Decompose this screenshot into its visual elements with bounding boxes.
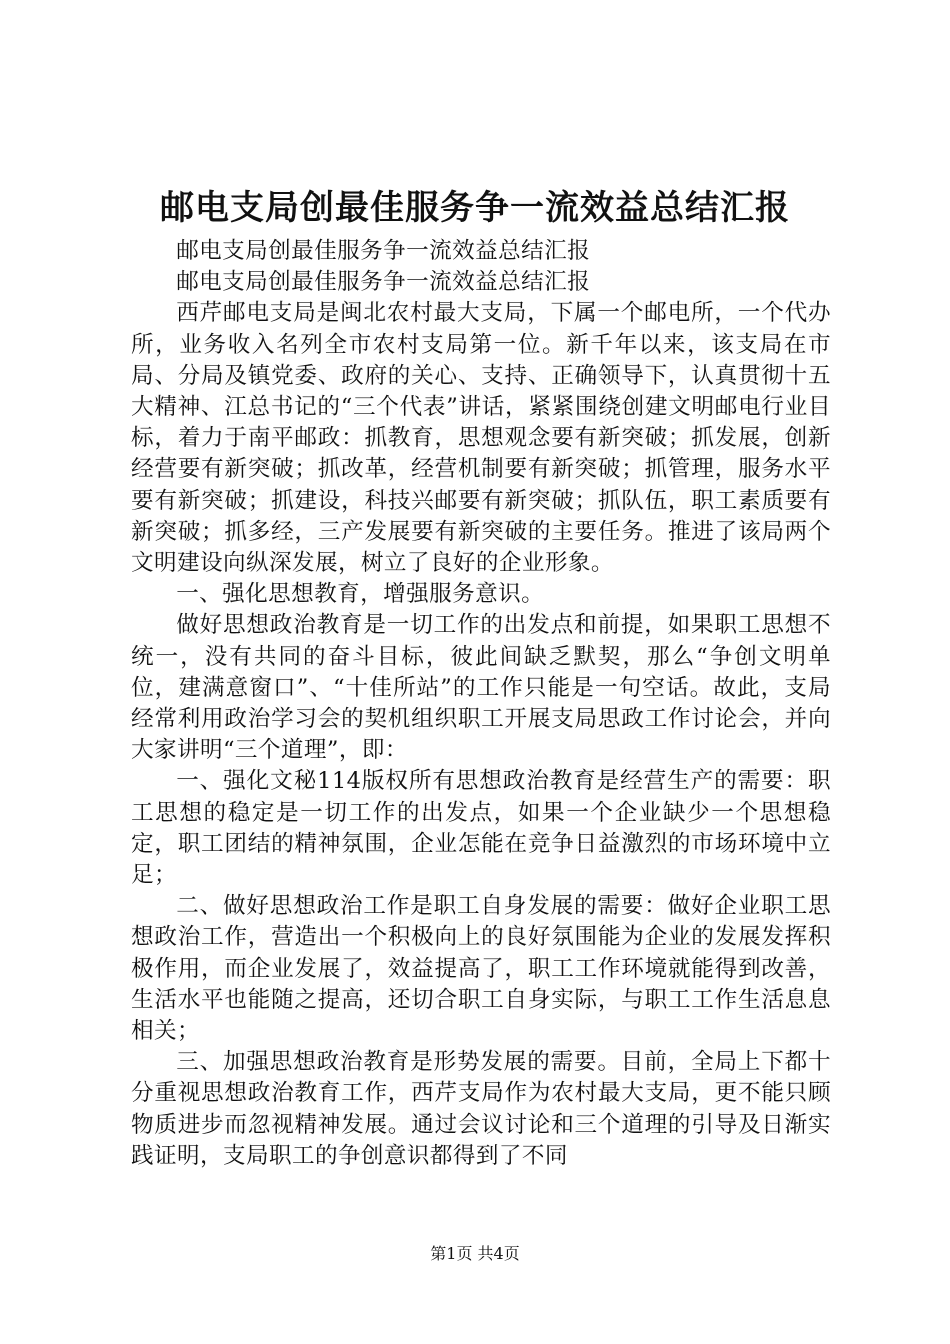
document-body <box>131 236 831 1172</box>
paragraph-reason-1: 一、强化文秘114版权所有思想政治教育是经营生产的需要：职工思想的稳定是一切工作的出发点，如果一个企业缺少一个思想稳定，职工团结的精神氛围，企业怎能在竞争日益激烈的市场环境中立足； <box>131 768 831 889</box>
paragraph-section-1: 做好思想政治教育是一切工作的出发点和前提，如果职工思想不统一，没有共同的奋斗目标，彼此间缺乏默契，那么“争创文明单位，建满意窗口”、“十佳所站”的工作只能是一句空话。故此，支局经常利用政治学习会的契机组织职工开展支局思政工作讨论会，并向大家讲明“三个道理”，即： <box>131 612 831 764</box>
page-number-footer: 第1页 共4页 <box>430 1244 520 1263</box>
paragraph-subtitle-1: 邮电支局创最佳服务争一流效益总结汇报 <box>176 238 591 264</box>
paragraph-subtitle-2: 邮电支局创最佳服务争一流效益总结汇报 <box>176 269 591 296</box>
paragraph-intro: 西芹邮电支局是闽北农村最大支局，下属一个邮电所，一个代办所，业务收入名列全市农村支局第一位。新千年以来，该支局在市局、分局及镇党委、政府的关心、支持、正确领导下，认真贯彻十五大精神、江总书记的“三个代表”讲话，紧紧围绕创建文明邮电行业目标，着力于南平邮政：抓教育，思想观念要有新突破；抓发展，创新经营要有新突破；抓改革，经营机制要有新突破；抓管理，服务水平要有新突破；抓建设，科技兴邮要有新突破；抓队伍，职工素质要有新突破；抓多经，三产发展要有新突破的主要任务。推进了该局两个文明建设向纵深发展，树立了良好的企业形象。 <box>131 300 831 577</box>
section-heading-1: 一、强化思想教育，增强服务意识。 <box>176 581 545 608</box>
document-title: 邮电支局创最佳服务争一流效益总结汇报 <box>160 188 790 228</box>
paragraph-reason-2: 二、做好思想政治工作是职工自身发展的需要：做好企业职工思想政治工作，营造出一个积极向上的良好氛围能为企业的发展发挥积极作用，而企业发展了，效益提高了，职工工作环境就能得到改善，生活水平也能随之提高，还切合职工自身实际，与职工工作生活息息相关； <box>131 893 831 1045</box>
paragraph-reason-3: 三、加强思想政治教育是形势发展的需要。目前，全局上下都十分重视思想政治教育工作，西芹支局作为农村最大支局，更不能只顾物质进步而忽视精神发展。通过会议讨论和三个道理的引导及日渐实践证明，支局职工的争创意识都得到了不同 <box>131 1049 831 1169</box>
